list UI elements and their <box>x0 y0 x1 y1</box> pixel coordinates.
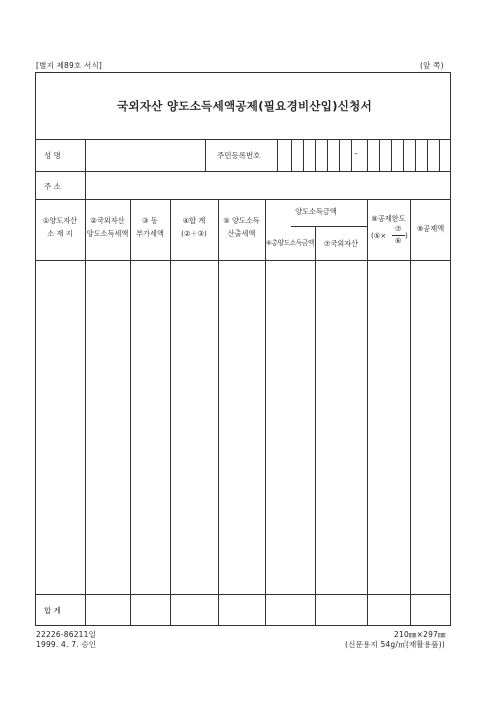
divider <box>35 594 451 595</box>
total-label: 합 계 <box>44 606 61 615</box>
col-header-deduction-limit: ⑧공제한도 <box>371 214 406 223</box>
col-header-foreign-tax <box>85 214 130 240</box>
divider <box>303 139 304 171</box>
name-field[interactable] <box>87 141 203 169</box>
formula-numerator: ⑦ <box>395 224 402 233</box>
divider <box>439 139 440 171</box>
col-header-line: (②＋③) <box>181 229 207 238</box>
divider <box>403 139 404 171</box>
form-code: 22226-86211일 <box>36 630 97 639</box>
col-header-line: ③ 동 <box>142 216 158 225</box>
formula-right: ) <box>405 231 408 240</box>
divider <box>415 139 416 171</box>
divider <box>391 139 392 171</box>
id-number-label: 주민등록번호 <box>217 151 261 160</box>
col-group-transfer-income: 양도소득금액 <box>295 207 337 216</box>
col-header-line: ④합 계 <box>182 216 206 225</box>
entry-area[interactable] <box>36 261 450 593</box>
formula-denominator: ⑥ <box>395 236 402 245</box>
divider <box>35 171 451 172</box>
divider <box>427 139 428 171</box>
col-header-sum <box>170 214 218 240</box>
col-header-total-income: ⑥총양도소득금액 <box>265 239 315 247</box>
divider <box>351 139 352 171</box>
col-header-foreign-asset: ⑦국외자산 <box>323 239 359 248</box>
divider <box>277 139 278 171</box>
divider <box>85 139 86 199</box>
divider <box>315 139 316 171</box>
divider <box>35 199 451 200</box>
col-header-line: ①양도자산 <box>42 216 78 225</box>
deduction-formula <box>370 225 410 247</box>
formula-left: (⑤× <box>371 231 387 240</box>
name-label: 성 명 <box>44 151 61 160</box>
address-label: 주 소 <box>44 182 61 191</box>
col-header-calculated-tax <box>218 214 265 240</box>
page-side: (앞 쪽) <box>420 61 444 70</box>
divider <box>291 226 367 227</box>
divider <box>379 139 380 171</box>
col-header-surtax <box>130 214 170 240</box>
divider <box>35 139 451 140</box>
divider <box>205 139 206 171</box>
col-header-line: 부가세액 <box>136 229 164 238</box>
col-header-line: 양도소득세액 <box>86 229 129 238</box>
divider <box>339 139 340 171</box>
paper-size: 210㎜×297㎜ <box>394 630 446 639</box>
col-header-line: 산출세액 <box>227 229 256 238</box>
address-field[interactable] <box>87 173 449 197</box>
id-number-dash: – <box>354 149 358 158</box>
col-header-line: ⑤ 양도소득 <box>223 216 260 225</box>
col-header-asset-location <box>35 214 85 240</box>
divider <box>367 139 368 171</box>
paper-spec: (신문용지 54g/㎡(재활용품)) <box>345 640 445 649</box>
col-header-deduction-amount: ⑨공제액 <box>416 224 445 233</box>
divider <box>291 139 292 171</box>
col-header-line: ②국외자산 <box>90 216 125 225</box>
col-header-line: 소 재 지 <box>47 229 73 238</box>
form-number: [별지 제89호 서식] <box>36 61 103 70</box>
approval-date: 1999. 4. 7. 승인 <box>36 640 97 649</box>
divider <box>327 139 328 171</box>
form-title: 국외자산 양도소득세액공제(필요경비산입)신청서 <box>117 99 373 113</box>
